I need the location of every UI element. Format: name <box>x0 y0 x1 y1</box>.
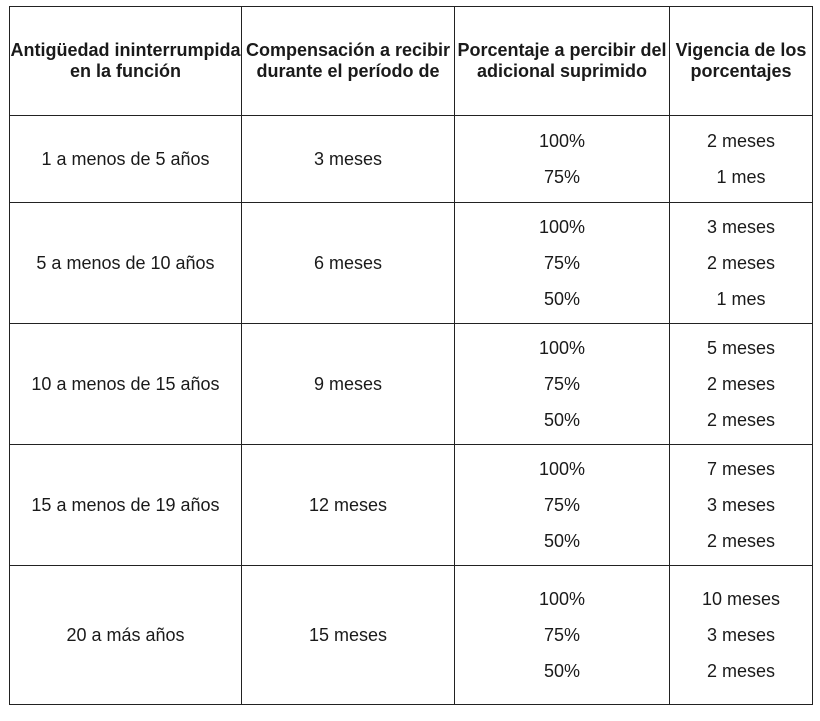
porcentaje-value: 100% <box>538 459 586 479</box>
header-compensacion: Compensación a recibir durante el período de <box>242 7 455 116</box>
porcentaje-value: 75% <box>543 625 581 645</box>
vigencia-value: 2 meses <box>706 661 776 681</box>
vigencia-value: 3 meses <box>706 495 776 515</box>
porcentaje-value: 100% <box>538 131 586 151</box>
porcentaje-value: 75% <box>543 495 581 515</box>
vigencia-value: 2 meses <box>706 531 776 551</box>
header-vigencia: Vigencia de los porcentajes <box>670 7 813 116</box>
cell-vigencias <box>670 445 813 566</box>
vigencia-value: 2 meses <box>706 253 776 273</box>
cell-vigencias <box>670 203 813 324</box>
vigencia-value: 10 meses <box>701 589 781 609</box>
table-header <box>10 7 813 116</box>
vigencia-value: 7 meses <box>706 459 776 479</box>
cell-porcentajes <box>455 445 670 566</box>
porcentaje-value: 50% <box>543 289 581 309</box>
vigencia-value: 5 meses <box>706 338 776 358</box>
cell-antiguedad: 1 a menos de 5 años <box>10 116 242 203</box>
vigencia-value: 3 meses <box>706 217 776 237</box>
vigencia-value: 1 mes <box>716 289 766 309</box>
vigencia-value: 2 meses <box>706 374 776 394</box>
porcentaje-value: 50% <box>543 661 581 681</box>
vigencia-value: 2 meses <box>706 131 776 151</box>
table-body <box>10 116 813 705</box>
table-row <box>10 116 813 203</box>
header-row <box>10 7 813 116</box>
cell-compensacion: 9 meses <box>242 324 455 445</box>
cell-vigencias <box>670 324 813 445</box>
porcentaje-value: 100% <box>538 338 586 358</box>
cell-antiguedad: 10 a menos de 15 años <box>10 324 242 445</box>
porcentaje-value: 100% <box>538 589 586 609</box>
table-row <box>10 566 813 705</box>
vigencia-value: 1 mes <box>716 167 766 187</box>
cell-compensacion: 3 meses <box>242 116 455 203</box>
cell-antiguedad: 15 a menos de 19 años <box>10 445 242 566</box>
table-row <box>10 324 813 445</box>
porcentaje-value: 50% <box>543 531 581 551</box>
cell-porcentajes <box>455 116 670 203</box>
header-antiguedad: Antigüedad ininterrumpida en la función <box>10 7 242 116</box>
table-row <box>10 203 813 324</box>
cell-porcentajes <box>455 324 670 445</box>
cell-antiguedad: 20 a más años <box>10 566 242 705</box>
cell-antiguedad: 5 a menos de 10 años <box>10 203 242 324</box>
porcentaje-value: 75% <box>543 167 581 187</box>
cell-vigencias <box>670 566 813 705</box>
header-porcentaje: Porcentaje a percibir del adicional suprimido <box>455 7 670 116</box>
porcentaje-value: 50% <box>543 410 581 430</box>
cell-compensacion: 15 meses <box>242 566 455 705</box>
cell-compensacion: 12 meses <box>242 445 455 566</box>
porcentaje-value: 100% <box>538 217 586 237</box>
cell-compensacion: 6 meses <box>242 203 455 324</box>
cell-vigencias <box>670 116 813 203</box>
vigencia-value: 3 meses <box>706 625 776 645</box>
porcentaje-value: 75% <box>543 374 581 394</box>
porcentaje-value: 75% <box>543 253 581 273</box>
compensation-table <box>9 6 813 705</box>
vigencia-value: 2 meses <box>706 410 776 430</box>
cell-porcentajes <box>455 203 670 324</box>
cell-porcentajes <box>455 566 670 705</box>
table-row <box>10 445 813 566</box>
